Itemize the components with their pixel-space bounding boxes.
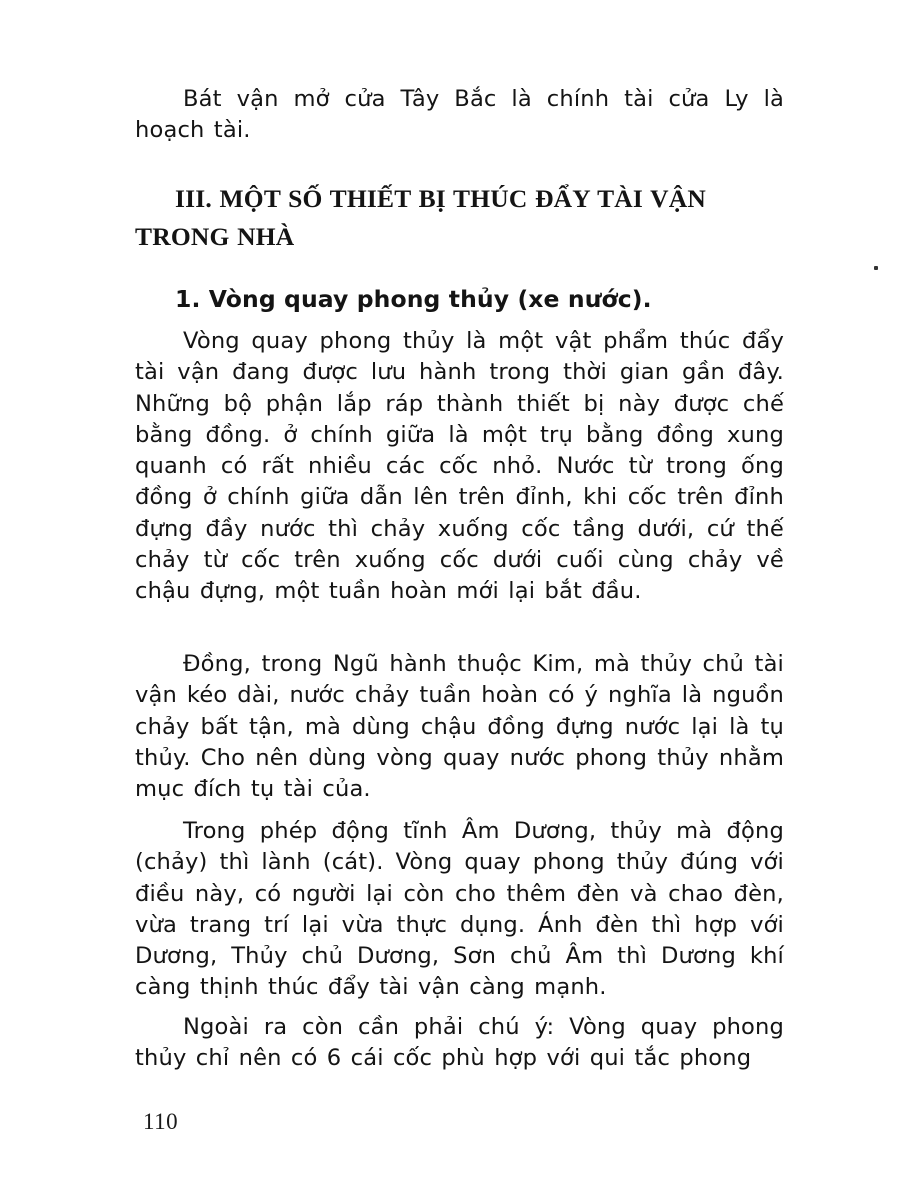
subsection-heading: 1. Vòng quay phong thủy (xe nước).: [175, 285, 652, 313]
book-page: [135, 0, 784, 1200]
intro-paragraph: Bát vận mở cửa Tây Bắc là chính tài cửa Ly là hoạch tài.: [135, 86, 784, 144]
scan-speck: [874, 266, 878, 270]
body-paragraph-2: Đồng, trong Ngũ hành thuộc Kim, mà thủy chủ tài vận kéo dài, nước chảy tuần hoàn có ý nghĩa là nguồn chảy bất tận, mà dùng chậu đồng đựng nước lại là tụ thủy. Cho nên dùng vòng quay nước phong thủy nhằm mục đích tụ tài của.: [135, 651, 784, 803]
body-paragraph-1: Vòng quay phong thủy là một vật phẩm thúc đẩy tài vận đang được lưu hành trong thời gian gần đây. Những bộ phận lắp ráp thành thiết bị này được chế bằng đồng. ở chính giữa là một trụ bằng đồng xung quanh có rất nhiều các cốc nhỏ. Nước từ trong ống đồng ở chính giữa dẫn lên trên đỉnh, khi cốc trên đỉnh đựng đầy nước thì chảy xuống cốc tầng dưới, cứ thế chảy từ cốc trên xuống cốc dưới cuối cùng chảy về chậu đựng, một tuần hoàn mới lại bắt đầu.: [135, 328, 784, 605]
section-heading: III. MỘT SỐ THIẾT BỊ THÚC ĐẨY TÀI VẬN TRONG NHÀ: [135, 184, 706, 251]
body-paragraph-3: Trong phép động tĩnh Âm Dương, thủy mà động (chảy) thì lành (cát). Vòng quay phong thủy đúng với điều này, có người lại còn cho thêm đèn và chao đèn, vừa trang trí lại vừa thực dụng. Ánh đèn thì hợp với Dương, Thủy chủ Dương, Sơn chủ Âm thì Dương khí càng thịnh thúc đẩy tài vận càng mạnh.: [135, 818, 784, 1001]
body-paragraph-4: Ngoài ra còn cần phải chú ý: Vòng quay phong thủy chỉ nên có 6 cái cốc phù hợp với qui tắc phong: [135, 1014, 784, 1072]
page-number: 110: [143, 1109, 179, 1134]
